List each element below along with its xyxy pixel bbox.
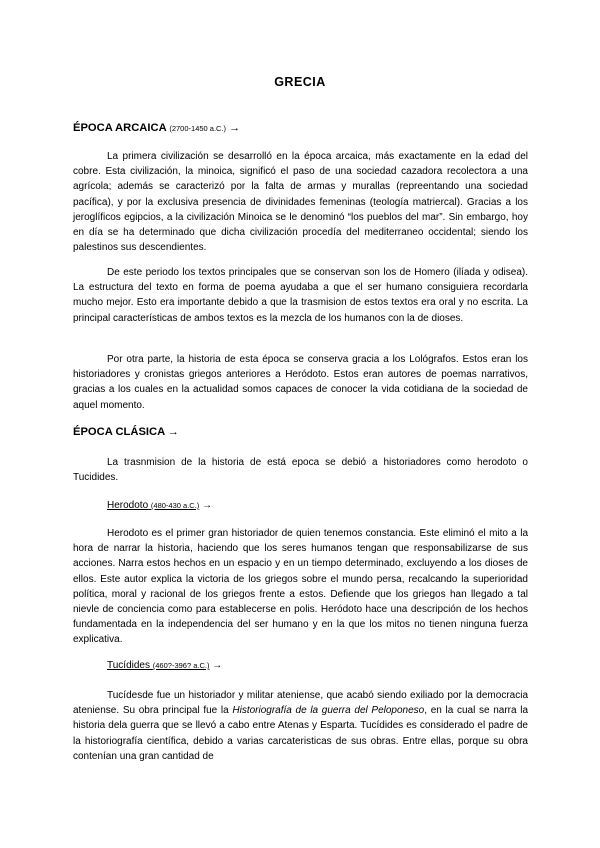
section-heading-arcaica [73,122,240,134]
paragraph-arcaica-2: De este periodo los textos principales que se conservan son los de Homero (ilíada y odisea). La estructura del texto en forma de poema ayudaba a que el ser humano consiguiera recordarla mucho mejor. Esto era importante debido a que la trasmision de estos textos era oral y no escrita. La principal características de ambos textos es la mezcla de los humanos con la de dioses. [73,267,528,324]
heading-text: ÉPOCA ARCAICA [73,122,167,134]
heading-name: Herodoto (480-430 a.C.) [107,500,200,511]
paragraph-herodoto: Herodoto es el primer gran historiador de quien tenemos constancia. Este eliminó el mito a la hora de narrar la historia, haciendo que los seres humanos tengan que responsabilizarse de sus acciones. Narra estos hechos en un espacio y en un tiempo determinado, excluyendo a los dioses de ellos. Este autor explica la victoria de los griegos sobre el mundo persa, recalcando la superioridad política, moral y racional de los griegos frente a estos. Defiende que los griegos han llegado a tal nievle de conciencia como para establecerse en polis. Heródoto hace una descripción de los hechos fundamentada en la independencia del ser humano y en la que los mitos no tienen ninguna fuerza explicativa. [73,528,528,646]
paragraph-tucidides: Tucídesde fue un historiador y militar ateniense, que acabó siendo exiliado por la democracia ateniense. Su obra principal fue la Historiografía de la guerra del Peloponeso, en la cual se narra la historia dela guerra que se llevó a cabo entre Atenas y Esparta. Tucídides es considerado el padre de la historiografía científica, debido a varias carcateristicas de sus obras. Entre ellas, porque su obra contenían una gran cantidad de [73,690,529,762]
paragraph-arcaica-3: Por otra parte, la historia de esta época se conserva gracia a los Lológrafos. Estos eran los historiadores y cronistas griegos anteriores a Heródoto. Estos eran autores de poemas narrativos, gracias a los cuales en la actualidad somos capaces de conocer la vida cotidiana de la sociedad de aquel momento. [73,354,528,411]
section-heading-clasica [73,426,179,438]
arrow-icon: → [167,426,179,438]
italic-work-title: Historiografía de la guerra del Peloponeso [232,705,425,717]
page-title: GRECIA [274,75,326,89]
arrow-icon: → [229,122,241,134]
subsection-heading-tucidides [107,660,222,671]
arrow-icon: → [212,660,223,671]
heading-text: ÉPOCA CLÁSICA [73,426,165,438]
arrow-icon: → [202,500,213,511]
heading-dates: (2700-1450 a.C.) [169,124,227,133]
paragraph-clasica-1: La trasnmision de la historia de está epoca se debió a historiadores como herodoto o Tucidides. [73,457,528,484]
paragraph-arcaica-1: La primera civilización se desarrolló en la época arcaica, más exactamente en la edad del cobre. Esta civilización, la minoica, significó el paso de una sociedad cazadora recolectora a una agrícola; además se caracterizó por la falta de armas y murallas (repreentando una sociedad pacífica), y por la exclusiva presencia de divinidades femeninas (teología matriercal). Gracias a los jeroglíficos egipcios, a la civilización Minoica se le denominó “los pueblos del mar”. Sin embargo, hoy en día se ha determinado que dicha civilización procedía del mediterraneo occidental; siendo los palestinos sus descendientes. [73,151,528,254]
heading-name: Tucídides (460?-396? a.C.) [107,660,210,671]
subsection-heading-herodoto [107,500,212,511]
